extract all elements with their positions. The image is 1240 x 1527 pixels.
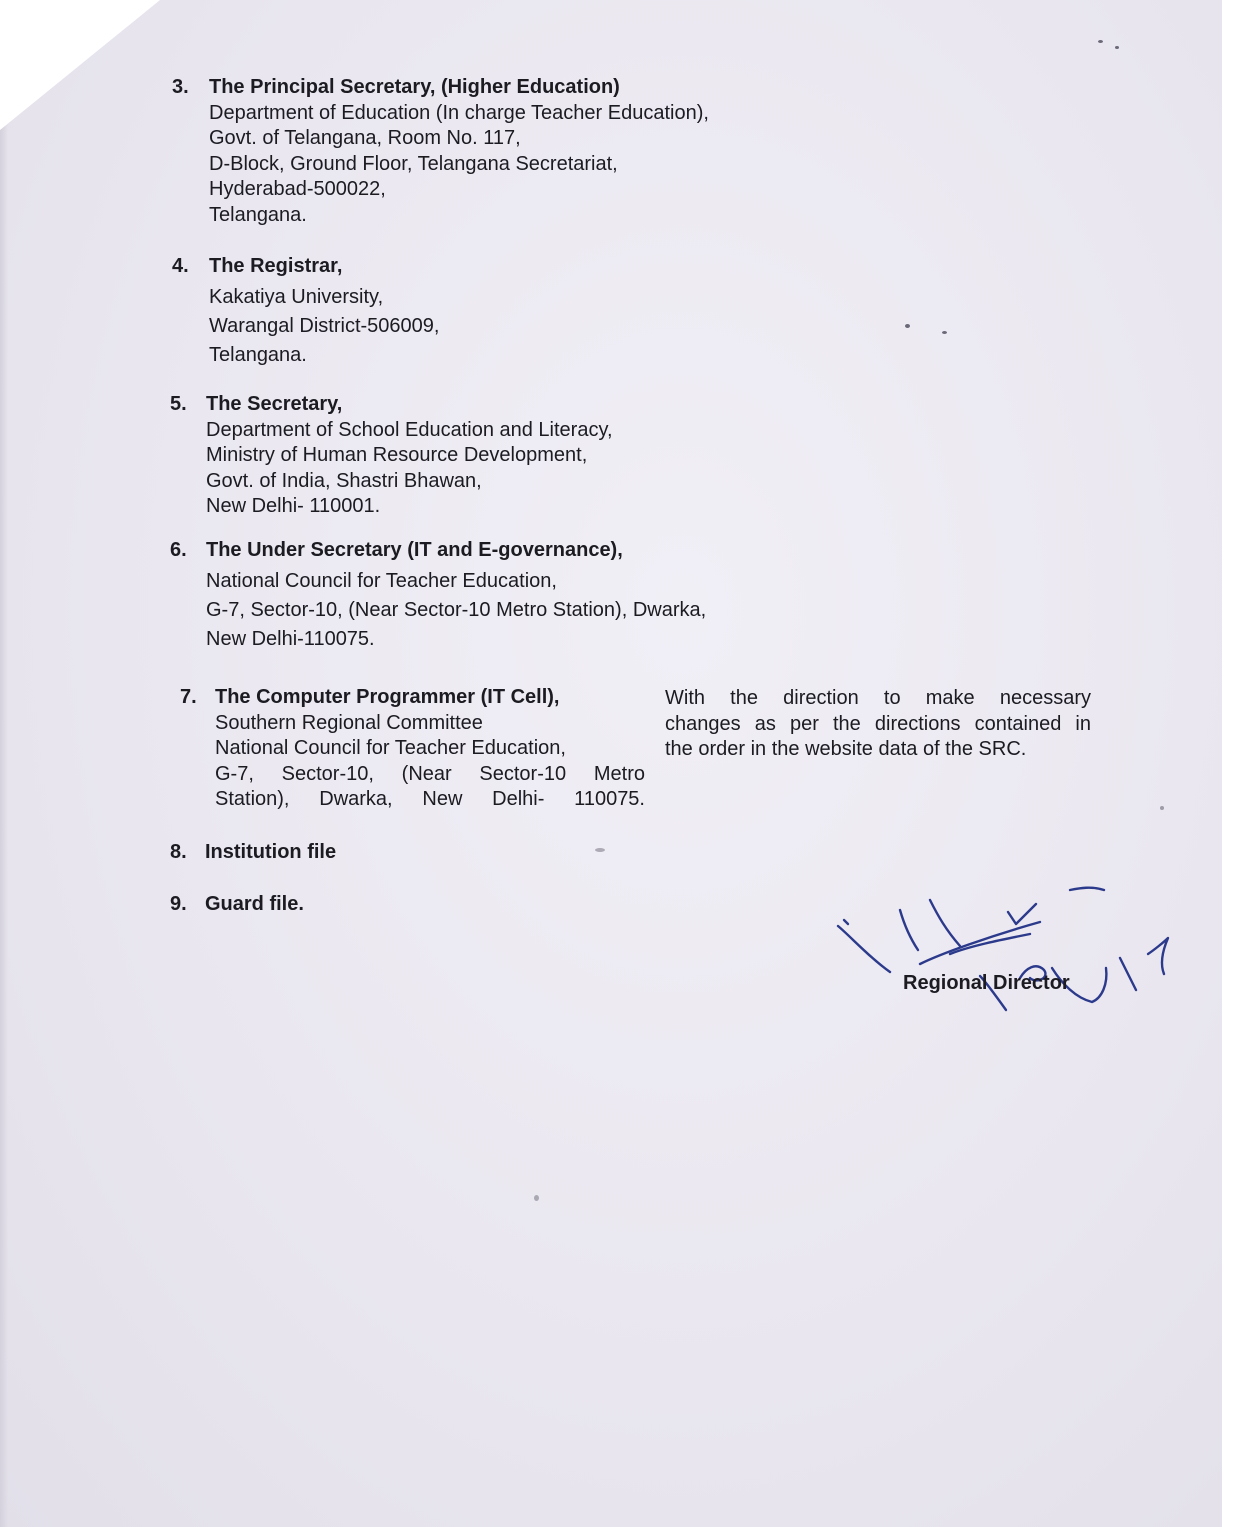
scan-speck [534, 1195, 539, 1201]
scan-speck [1098, 40, 1103, 43]
scan-edge [1222, 0, 1240, 1527]
scan-speck [595, 848, 605, 852]
recipient-number: 8. [170, 841, 187, 863]
address-line: Station), Dwarka, New Delhi- 110075. [215, 788, 645, 810]
recipient-title: The Registrar, [209, 255, 343, 277]
handwritten-signature [830, 880, 1180, 1030]
recipient-title: The Principal Secretary, (Higher Education) [209, 76, 620, 98]
recipient-title: Institution file [205, 841, 337, 863]
address-line: D-Block, Ground Floor, Telangana Secretariat, [209, 152, 618, 175]
address-line: Department of Education (In charge Teacher Education), [209, 101, 709, 124]
address-line: Kakatiya University, [209, 285, 384, 308]
recipient-number: 4. [172, 255, 189, 277]
address-line: Ministry of Human Resource Development, [206, 444, 588, 466]
signatory-designation: Regional Director [903, 972, 1070, 994]
address-line: Warangal District-506009, [209, 314, 440, 337]
address-line: Department of School Education and Literacy, [206, 418, 613, 441]
folded-corner [0, 0, 160, 130]
note-line: With the direction to make necessary [665, 687, 1091, 709]
signature-block [830, 880, 1180, 1030]
direction-note [665, 686, 1091, 763]
scan-shadow [0, 120, 8, 1527]
address-line: New Delhi-110075. [206, 627, 375, 650]
recipient-title: Guard file. [205, 893, 304, 915]
address-line: National Council for Teacher Education, [215, 737, 566, 759]
recipient-number: 5. [170, 393, 187, 415]
note-line: the order in the website data of the SRC. [665, 738, 1027, 760]
recipient-number: 9. [170, 893, 187, 915]
scan-speck [1115, 46, 1119, 49]
address-line: Hyderabad-500022, [209, 178, 386, 200]
recipient-number: 7. [180, 686, 197, 708]
address-line: Southern Regional Committee [215, 711, 483, 734]
address-line: National Council for Teacher Education, [206, 569, 557, 592]
recipient-title: The Secretary, [206, 393, 343, 415]
recipient-number: 6. [170, 539, 187, 561]
address-line: G-7, Sector-10, (Near Sector-10 Metro Station), Dwarka, [206, 598, 707, 621]
recipient-title: The Computer Programmer (IT Cell), [215, 686, 560, 708]
address-line: Telangana. [209, 343, 307, 366]
scan-speck [1160, 806, 1164, 810]
address-line: Govt. of Telangana, Room No. 117, [209, 127, 521, 149]
address-line: G-7, Sector-10, (Near Sector-10 Metro [215, 762, 645, 785]
recipient-number: 3. [172, 76, 189, 98]
scan-speck [905, 324, 910, 328]
note-line: changes as per the directions contained in [665, 712, 1091, 735]
address-line: New Delhi- 110001. [206, 495, 381, 517]
scan-speck [942, 331, 947, 334]
address-line: Telangana. [209, 203, 307, 226]
recipient-title: The Under Secretary (IT and E-governance), [206, 539, 623, 561]
address-line: Govt. of India, Shastri Bhawan, [206, 469, 482, 492]
